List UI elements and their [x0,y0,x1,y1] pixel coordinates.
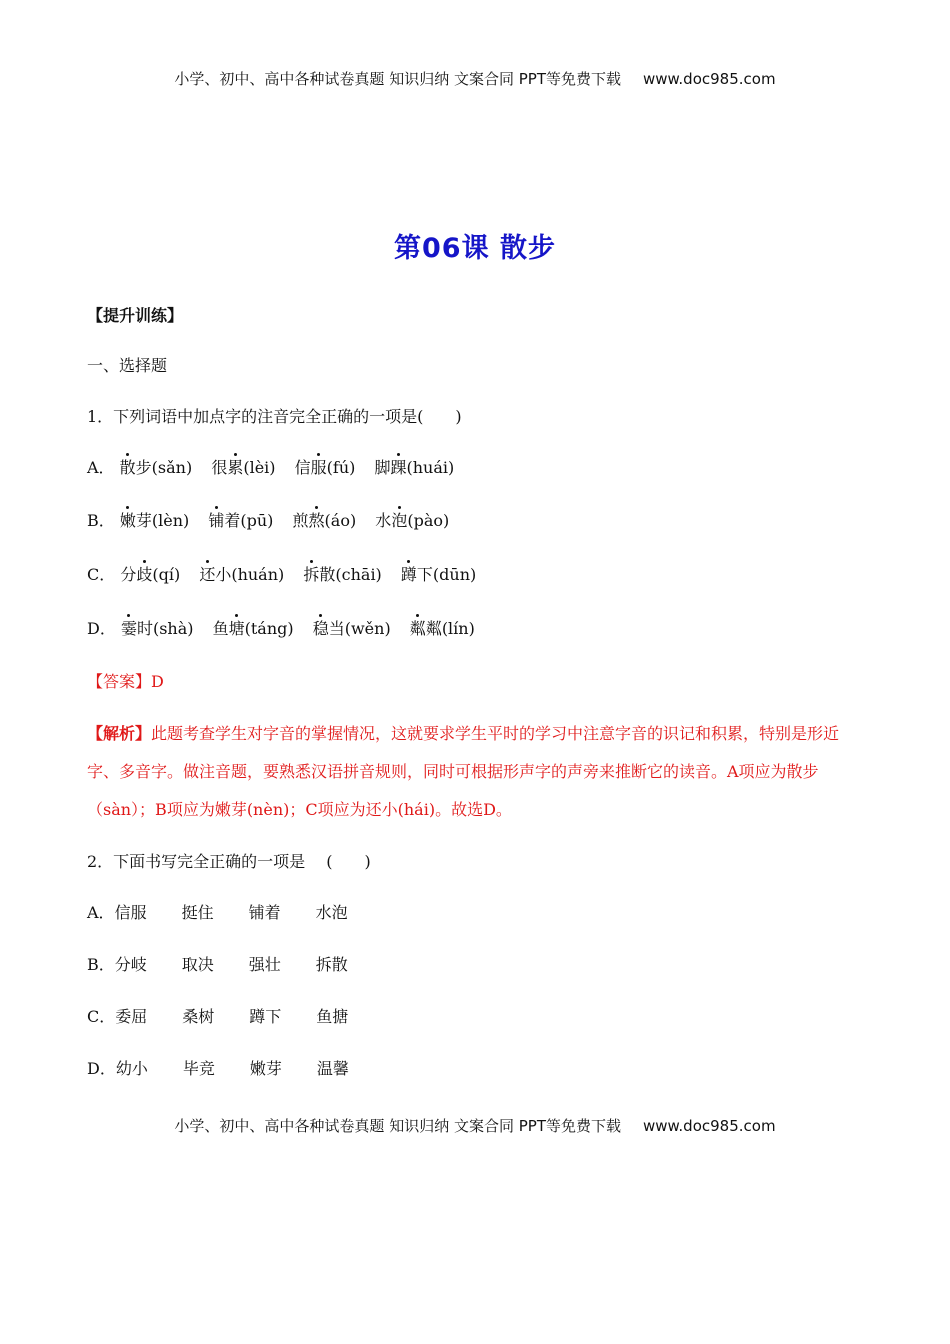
q1-a-word-4: 脚踝(huái) [374,458,455,477]
q1-option-b: B． 嫩芽(lèn) 铺着(pū) 煎熬(áo) 水泡(pào) [87,511,450,530]
q1-b-word-2: 铺着(pū) [208,511,274,530]
q1-c-word-1: 分歧(qí) [120,565,181,584]
q1-d-word-3: 稳当(wěn) [312,619,391,638]
q2-option-a: A．信服 挺住 铺着 水泡 [87,903,348,922]
q1-b-word-3: 煎熬(áo) [292,511,357,530]
header-site-link[interactable]: www.doc985.com [642,70,776,88]
q1-option-a: A． 散步(sǎn) 很累(lèi) 信服(fú) 脚踝(huái) [87,458,455,477]
q2-option-b: B．分岐 取决 强壮 拆散 [87,955,348,974]
part-heading: 一、选择题 [87,356,168,375]
answer-tag: 【答案】 [87,672,152,691]
q1-c-word-2: 还小(huán) [199,565,285,584]
q1-d-word-2: 鱼塘(táng) [212,619,294,638]
footer-site-link[interactable]: www.doc985.com [642,1117,776,1135]
question-2-stem: 2．下面书写完全正确的一项是 ( ) [87,852,371,871]
analysis-text: 此题考查学生对字音的掌握情况，这就要求学生平时的学习中注意字音的识记和积累，特别是形近字、多音字。做注音题，要熟悉汉语拼音规则，同时可根据形声字的声旁来推断它的读音。A项应为散步（sàn）；B项应为嫩芽(nèn)；C项应为还小(hái)。故选D。 [87,724,840,819]
q2-option-c: C．委屈 桑树 蹲下 鱼搪 [87,1007,349,1026]
page-header [0,68,950,89]
section-label: 【提升训练】 [87,306,184,325]
question-1-stem: 1．下列词语中加点字的注音完全正确的一项是( ) [87,407,462,426]
footer-text: 小学、初中、高中各种试卷真题 知识归纳 文案合同 PPT等免费下载 [174,1117,621,1135]
q1-a-word-3: 信服(fú) [294,458,356,477]
q1-a-word-1: 散步(sǎn) [119,458,193,477]
lesson-title: 第06课 散步 [394,233,556,264]
q1-c-word-4: 蹲下(dūn) [400,565,477,584]
q1-d-word-1: 霎时(shà) [120,619,194,638]
q1-b-word-1: 嫩芽(lèn) [119,511,190,530]
q1-d-word-4: 粼粼(lín) [409,619,475,638]
q1-a-word-2: 很累(lèi) [211,458,276,477]
q2-option-d: D．幼小 毕竞 嫩芽 温馨 [87,1059,349,1078]
header-text: 小学、初中、高中各种试卷真题 知识归纳 文案合同 PPT等免费下载 [174,70,621,88]
page-footer [0,1115,950,1136]
q1-b-word-4: 水泡(pào) [375,511,450,530]
analysis-tag: 【解析】 [87,724,152,743]
q1-answer [87,672,164,692]
q1-analysis [87,715,859,829]
answer-value: D [151,672,164,691]
q1-option-c: C． 分歧(qí) 还小(huán) 拆散(chāi) 蹲下(dūn) [87,565,477,584]
q1-option-d: D． 霎时(shà) 鱼塘(táng) 稳当(wěn) 粼粼(lín) [87,619,475,638]
q1-c-word-3: 拆散(chāi) [303,565,382,584]
